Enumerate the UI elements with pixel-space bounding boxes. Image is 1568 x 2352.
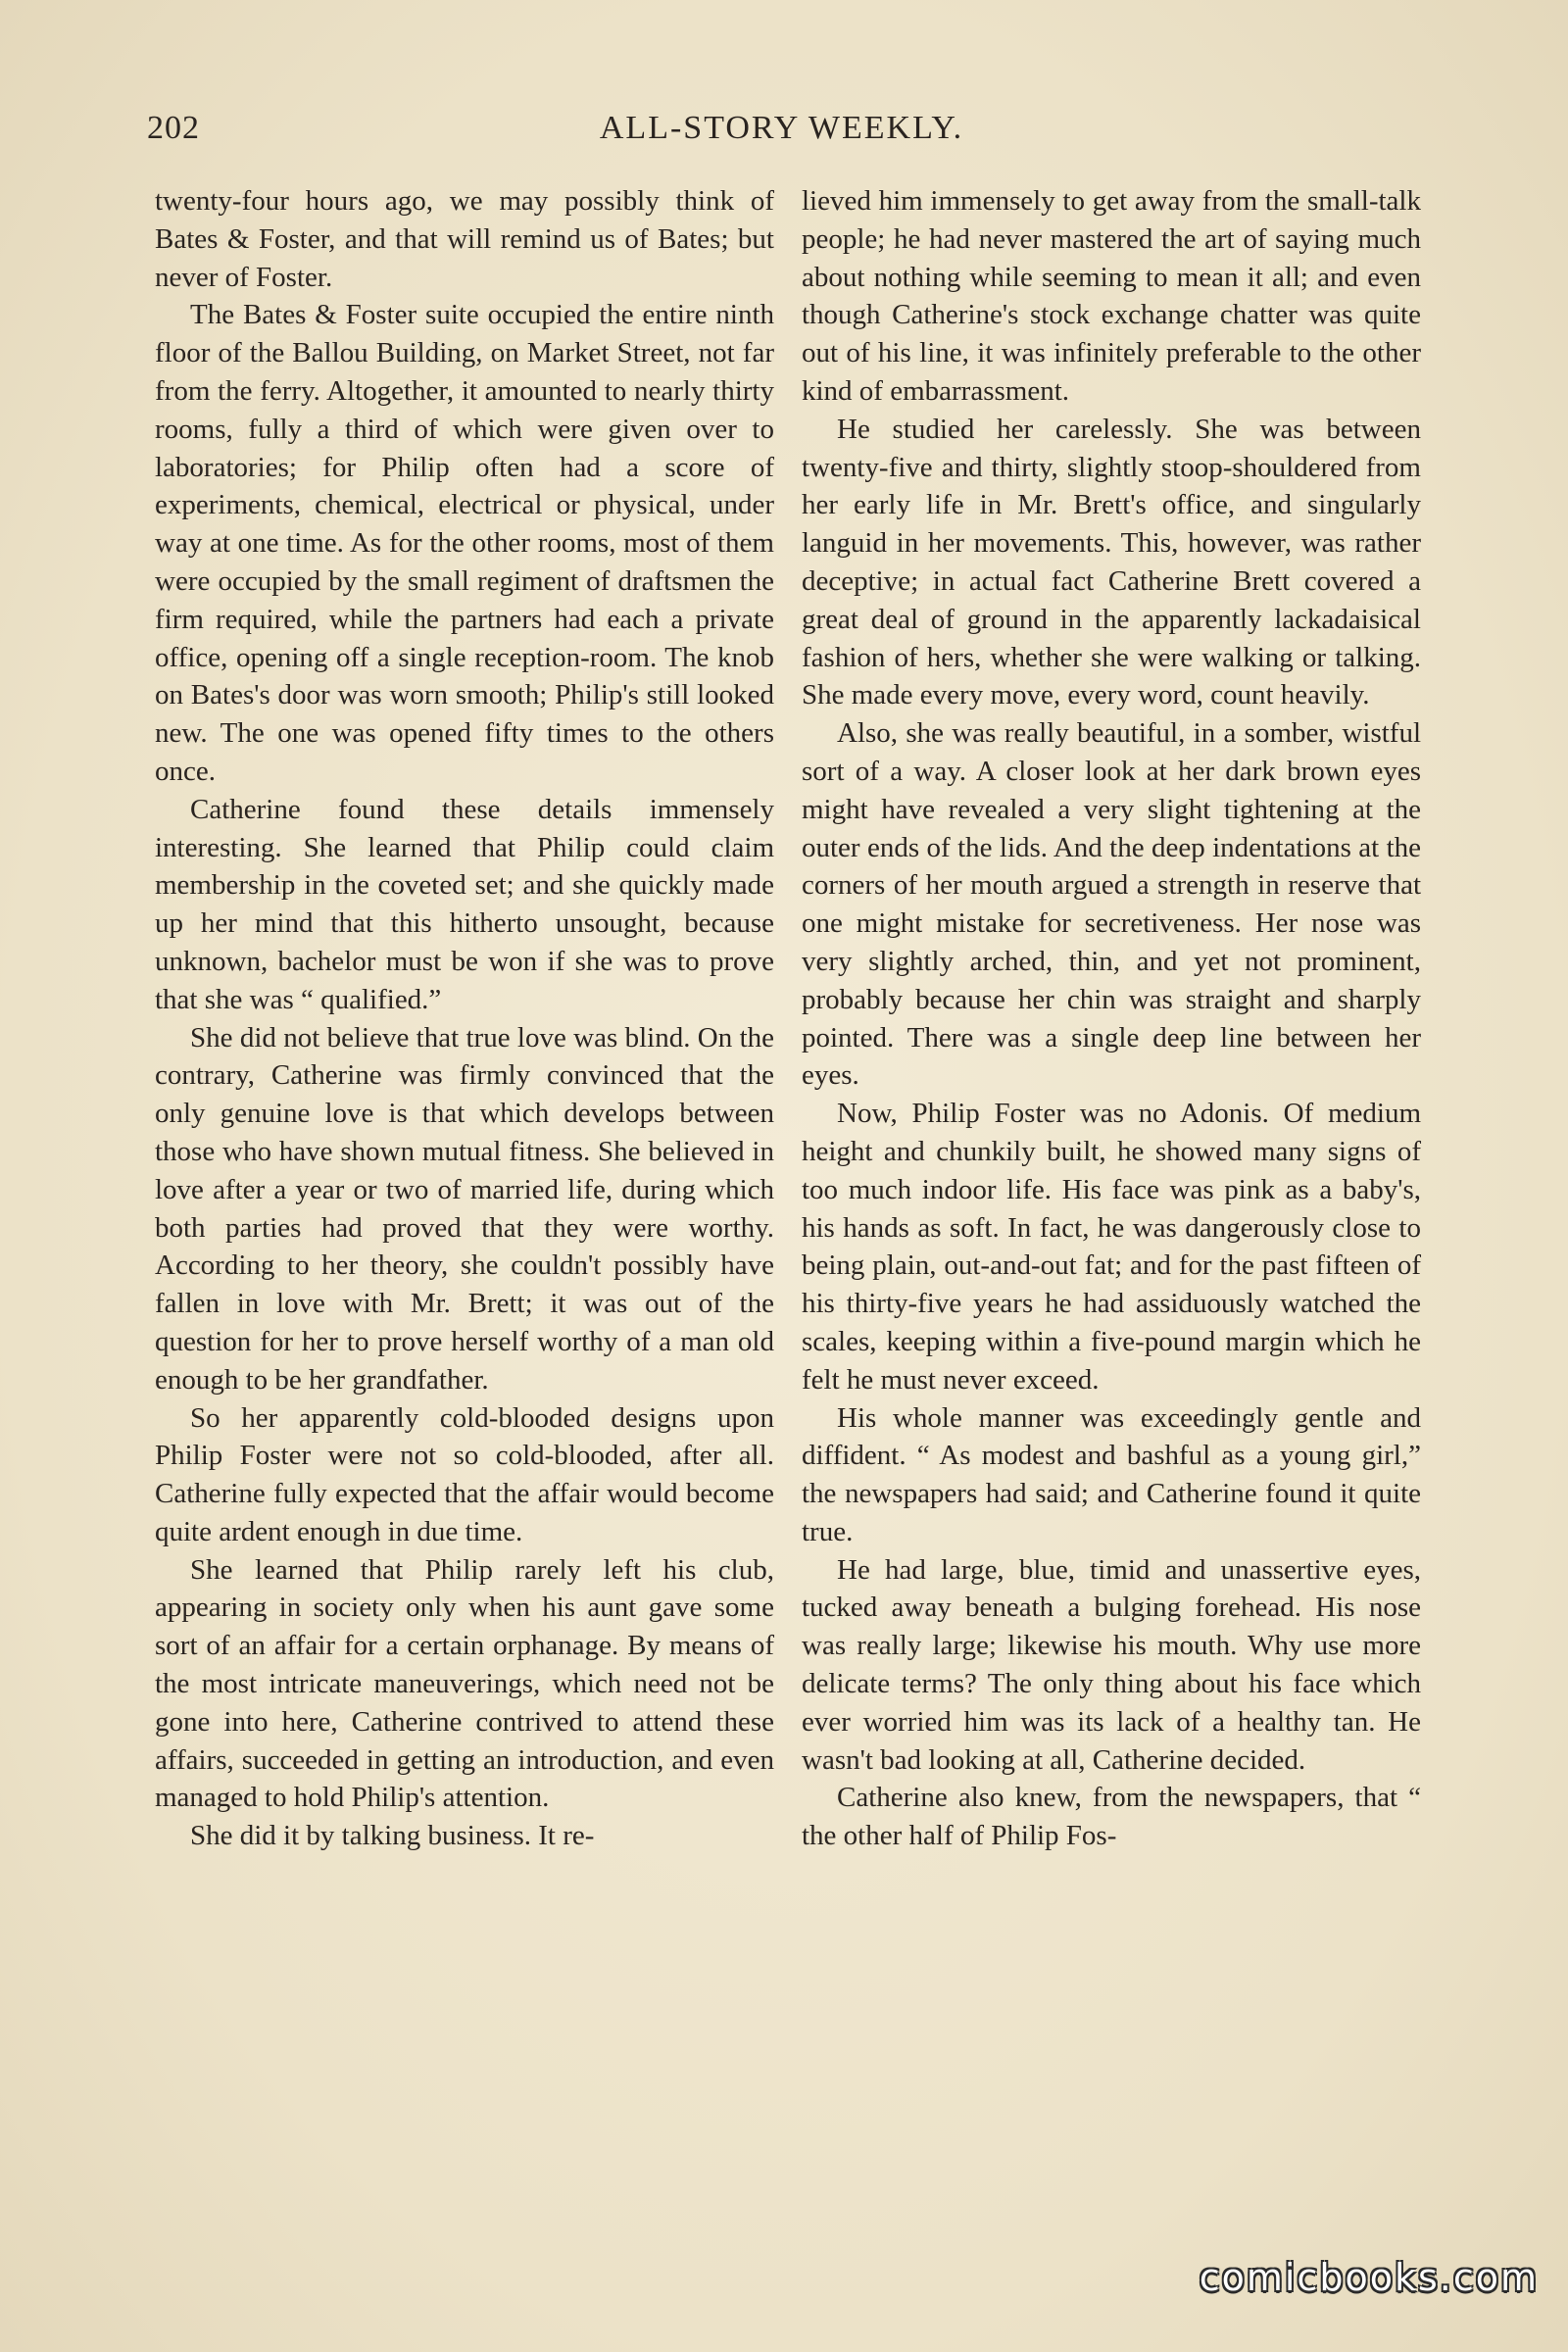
paragraph: Catherine found these details immensely interesting. She learned that Philip could claim membership in the coveted set; and she quickly made up her mind that this hitherto unsought, because unknown, bachelor must be won if she was to prove that she was “ qualified.” xyxy=(155,793,774,1015)
watermark-logo: comicbooks.com xyxy=(1199,2256,1539,2299)
paragraph: His whole manner was exceedingly gentle and diffident. “ As modest and bashful as a young girl,” the newspapers had said; and Catherine found it quite true. xyxy=(802,1401,1421,1547)
paragraph: She did not believe that true love was blind. On the contrary, Catherine was firmly convinced that the only genuine love is that which develops between those who have shown mutual fitness. She believed in love after a year or two of married life, during which both parties had proved that they were worthy. According to her theory, she couldn't possibly have fallen in love with Mr. Brett; it was out of the question for her to prove herself worthy of a man old enough to be her grandfather. xyxy=(155,1021,774,1396)
right-column xyxy=(802,182,1421,1855)
left-column xyxy=(155,182,774,1855)
page-header xyxy=(147,110,1416,161)
paragraph: He had large, blue, timid and unassertive eyes, tucked away beneath a bulging forehead. His nose was really large; likewise his mouth. Why use more delicate terms? The only thing about his face which ever worried him was its lack of a healthy tan. He wasn't bad looking at all, Catherine decided. xyxy=(802,1553,1421,1776)
paragraph: lieved him immensely to get away from the small-talk people; he had never mastered the art of saying much about nothing while seeming to mean it all; and even though Catherine's stock exchange chatter was quite out of his line, it was infinitely preferable to the other kind of embarrassment. xyxy=(802,185,1421,407)
paragraph: Now, Philip Foster was no Adonis. Of medium height and chunkily built, he showed many signs of too much indoor life. His face was pink as a baby's, his hands as soft. In fact, he was dangerously close to being plain, out-and-out fat; and for the past fifteen of his thirty-five years he had assiduously watched the scales, keeping within a five-pound margin which he felt he must never exceed. xyxy=(802,1098,1421,1396)
paragraph: She learned that Philip rarely left his club, appearing in society only when his aunt gave some sort of an affair for a certain orphanage. By means of the most intricate maneuverings, which need not be gone into here, Catherine contrived to attend these affairs, succeeded in getting an introduction, and even managed to hold Philip's attention. xyxy=(155,1553,774,1814)
paragraph: He studied her carelessly. She was between twenty-five and thirty, slightly stoop-shouldered from her early life in Mr. Brett's office, and singularly languid in her movements. This, however, was rather deceptive; in actual fact Catherine Brett covered a great deal of ground in the apparently lackadaisical fashion of hers, whether she were walking or talking. She made every move, every word, count heavily. xyxy=(802,413,1421,711)
paragraph: twenty-four hours ago, we may possibly think of Bates & Foster, and that will remind us of Bates; but never of Foster. xyxy=(155,185,774,293)
paragraph: So her apparently cold-blooded designs upon Philip Foster were not so cold-blooded, after all. Catherine fully expected that the affair would become quite ardent enough in due time. xyxy=(155,1401,774,1547)
page-number: 202 xyxy=(147,110,200,146)
paragraph: Also, she was really beautiful, in a somber, wistful sort of a way. A closer look at her dark brown eyes might have revealed a very slight tightening at the outer ends of the lids. And the deep indentations at the corners of her mouth argued a strength in reserve that one might mistake for secretiveness. Her nose was very slightly arched, thin, and yet not prominent, probably because her chin was straight and sharply pointed. There was a single deep line between her eyes. xyxy=(802,717,1421,1092)
paragraph: The Bates & Foster suite occupied the entire ninth floor of the Ballou Building, on Market Street, not far from the ferry. Altogether, it amounted to nearly thirty rooms, fully a third of which were given over to laboratories; for Philip often had a score of experiments, chemical, electrical or physical, under way at one time. As for the other rooms, most of them were occupied by the small regiment of draftsmen the firm required, while the partners had each a private office, opening off a single reception-room. The knob on Bates's door was worn smooth; Philip's still looked new. The one was opened fifty times to the others once. xyxy=(155,299,774,787)
running-head: ALL-STORY WEEKLY. xyxy=(599,110,964,146)
paragraph: She did it by talking business. It re- xyxy=(190,1820,595,1852)
paragraph: Catherine also knew, from the newspapers, that “ the other half of Philip Fos- xyxy=(802,1782,1421,1852)
